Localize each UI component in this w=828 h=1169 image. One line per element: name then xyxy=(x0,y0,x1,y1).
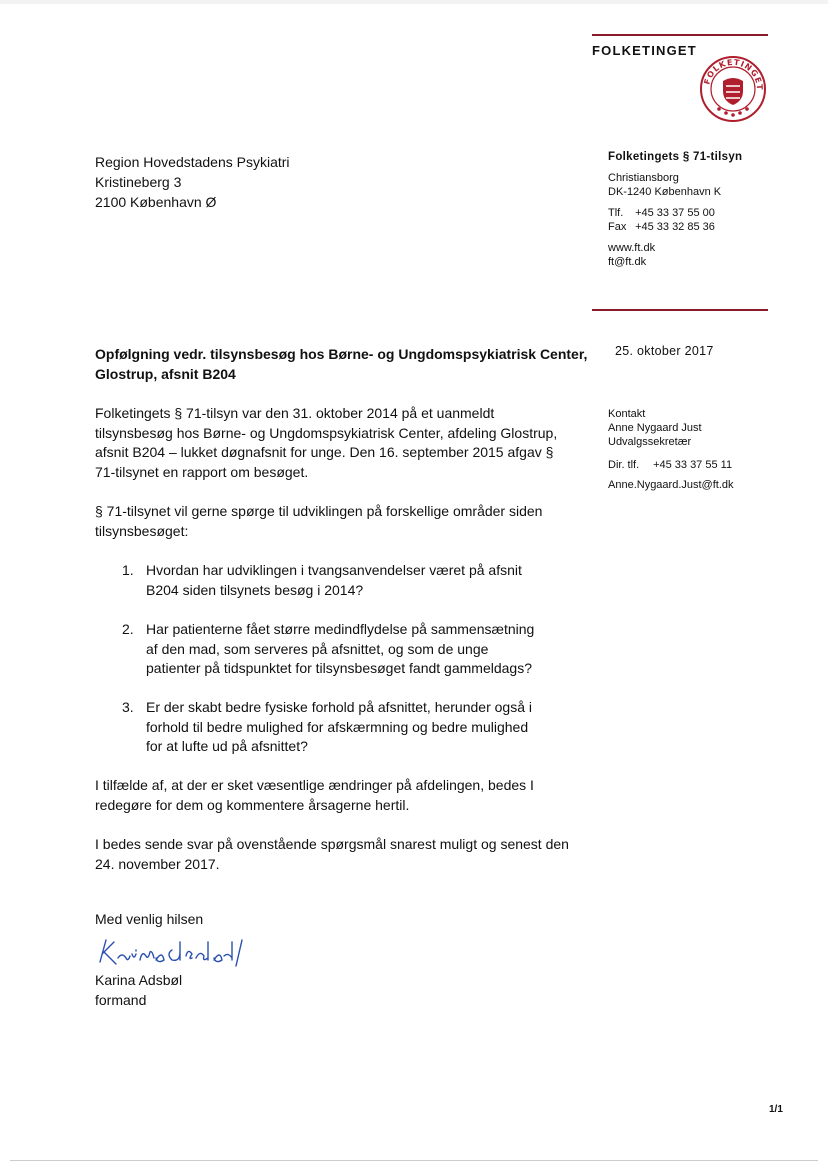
sender-fax xyxy=(608,220,715,234)
sender-address xyxy=(608,171,721,199)
org-name: FOLKETINGET xyxy=(592,43,697,58)
signer-block xyxy=(95,970,182,1010)
recipient-line: Kristineberg 3 xyxy=(95,174,182,190)
handwritten-signature xyxy=(96,932,256,972)
sender-address-line: DK-1240 København K xyxy=(608,186,722,198)
folketinget-seal-icon xyxy=(699,55,767,123)
letter-date: 25. oktober 2017 xyxy=(615,344,714,358)
tlf-label: Tlf. xyxy=(608,207,624,219)
scan-bottom-edge xyxy=(10,1160,818,1161)
contact-block xyxy=(608,407,702,449)
recipient-line: 2100 København Ø xyxy=(95,194,217,210)
sender-divider xyxy=(592,309,768,311)
question-text: Hvordan har udviklingen i tvangsanvendelser været på afsnit B204 siden tilsynets besøg i 2014? xyxy=(146,562,522,598)
contact-email: Anne.Nygaard.Just@ft.dk xyxy=(608,479,734,491)
svg-text:FOLKETINGET: FOLKETINGET xyxy=(702,57,765,91)
question-number: 3. xyxy=(122,699,134,715)
signer-name: Karina Adsbøl xyxy=(95,972,183,988)
sender-phone xyxy=(608,206,715,220)
signer-title: formand xyxy=(95,992,147,1008)
dir-tlf-label: Dir. tlf. xyxy=(608,459,640,471)
contact-phone xyxy=(608,458,732,472)
sender-phones xyxy=(608,206,715,234)
fax-label: Fax xyxy=(608,221,627,233)
question-text: Har patienterne fået større medindflydelse på sammensætning af den mad, som serveres på afsnittet, og som de unge patienter på tidspunktet for tilsynsbesøget fandt gammeldags? xyxy=(146,621,535,676)
scan-top-edge xyxy=(0,0,828,4)
question-number: 1. xyxy=(122,562,134,578)
sender-address-line: Christiansborg xyxy=(608,172,679,184)
question-text: Er der skabt bedre fysiske forhold på afsnittet, herunder også i forhold til bedre mulighed for afskærmning og bedre mulighed for at lufte ud på afsnittet? xyxy=(146,699,532,754)
sender-web xyxy=(608,241,655,269)
tlf-value: +45 33 37 55 00 xyxy=(635,207,715,219)
question-number: 2. xyxy=(122,621,134,637)
sender-website: www.ft.dk xyxy=(608,242,656,254)
closing-salutation: Med venlig hilsen xyxy=(95,911,204,927)
body-paragraph: I tilfælde af, at der er sket væsentlige ændringer på afdelingen, bedes I redegøre for dem og kommentere årsagerne hertil. xyxy=(95,777,534,813)
header-rule xyxy=(592,34,768,36)
contact-role: Udvalgssekretær xyxy=(608,436,692,448)
body-paragraph: Folketingets § 71-tilsyn var den 31. oktober 2014 på et uanmeldt tilsynsbesøg hos Børne- og Ungdomspsykiatrisk Center, afdeling Glostrup, afsnit B204 – lukket døgnafsnit for unge. Den 16. september 2015 afgav § 71-tilsynet en rapport om besøget. xyxy=(95,405,558,480)
body-paragraph: I bedes sende svar på ovenstående spørgsmål snarest muligt og senest den 24. november 2017. xyxy=(95,836,569,872)
contact-label: Kontakt xyxy=(608,408,646,420)
page-number: 1/1 xyxy=(769,1104,783,1115)
sender-title: Folketingets § 71-tilsyn xyxy=(608,151,743,163)
letter-subject: Opfølgning vedr. tilsynsbesøg hos Børne- og Ungdomspsykiatrisk Center, Glostrup, afsnit B204 xyxy=(95,346,588,382)
sender-email: ft@ft.dk xyxy=(608,256,647,268)
fax-value: +45 33 32 85 36 xyxy=(635,221,715,233)
body-paragraph: § 71-tilsynet vil gerne spørge til udviklingen på forskellige områder siden tilsynsbesøget: xyxy=(95,503,543,539)
contact-name: Anne Nygaard Just xyxy=(608,422,702,434)
dir-tlf-value: +45 33 37 55 11 xyxy=(653,459,733,471)
recipient-address xyxy=(95,152,290,212)
recipient-line: Region Hovedstadens Psykiatri xyxy=(95,154,290,170)
